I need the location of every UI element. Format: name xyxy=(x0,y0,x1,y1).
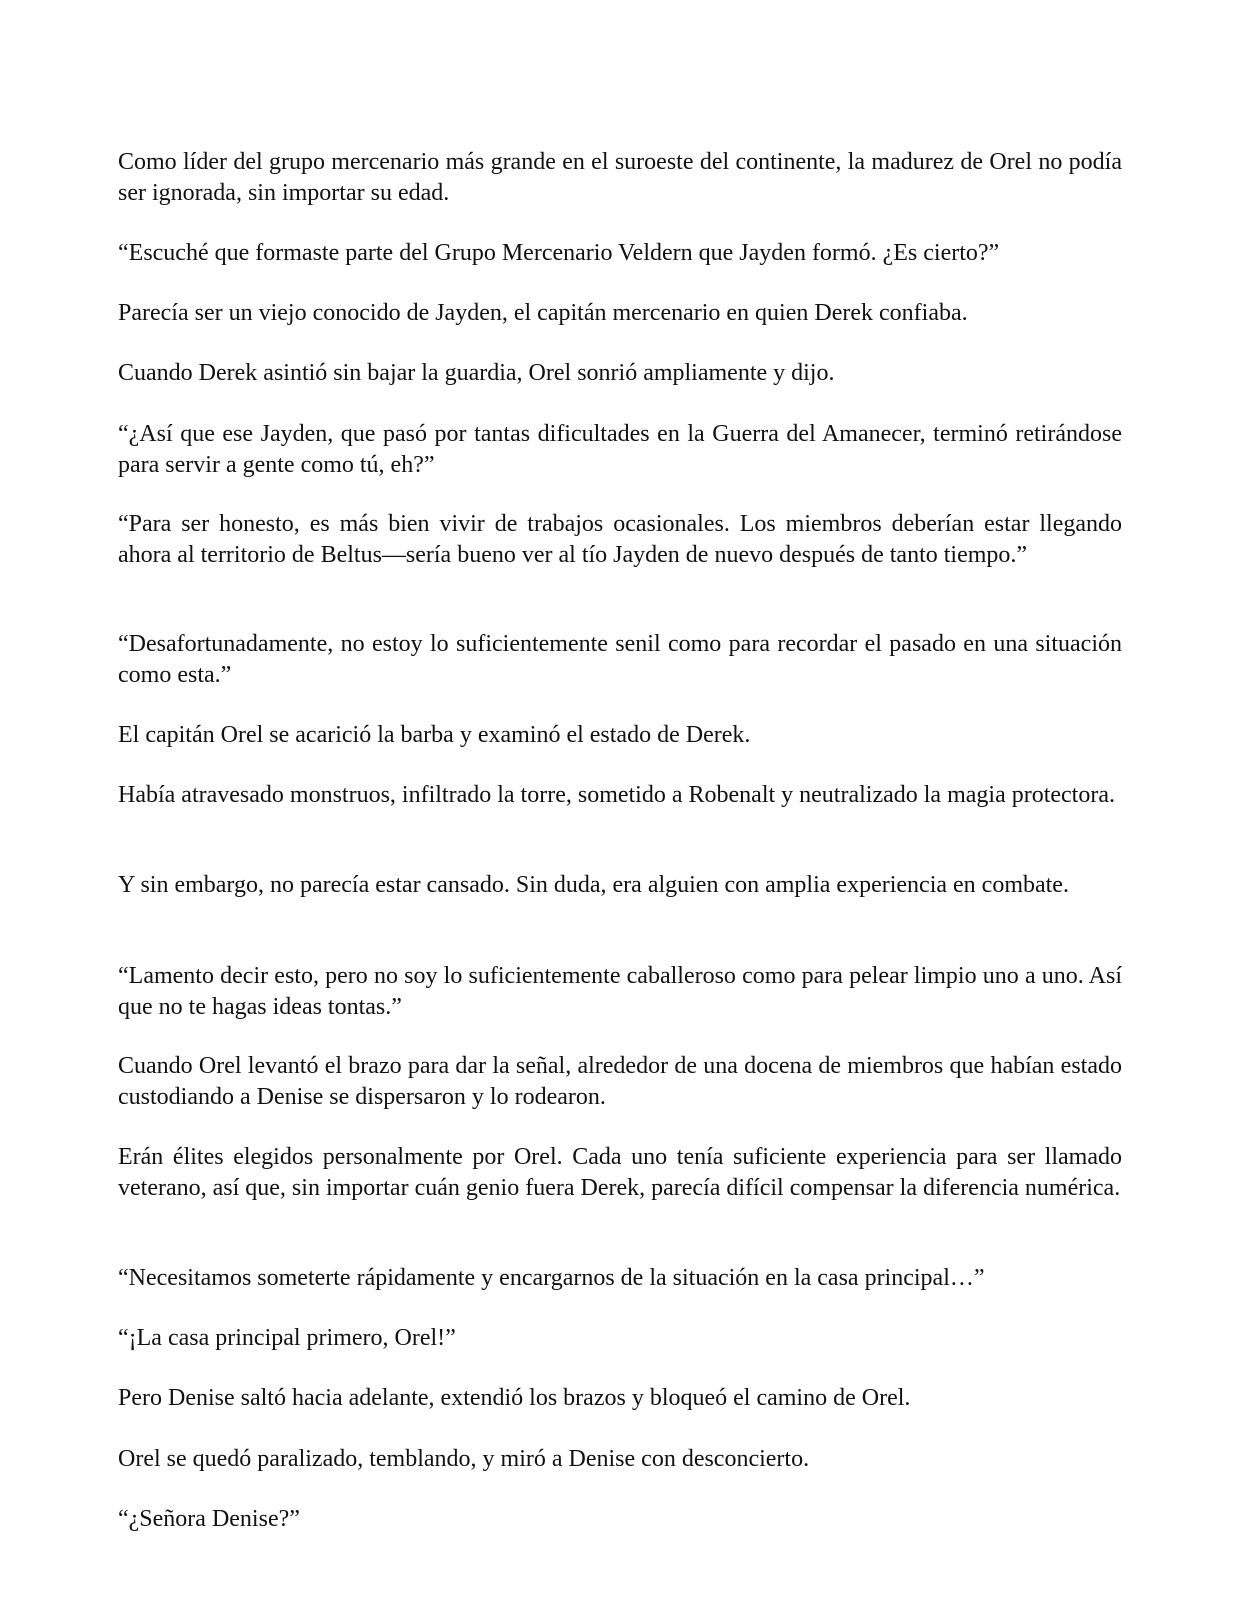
paragraph-1: Como líder del grupo mercenario más grande en el suroeste del continente, la madurez de Orel no podía ser ignorada, sin importar su edad. xyxy=(118,149,1122,206)
paragraph-18: “¿Señora Denise?” xyxy=(118,1506,300,1532)
paragraph-14: “Necesitamos someterte rápidamente y encargarnos de la situación en la casa principal…” xyxy=(118,1265,985,1291)
paragraph-12: Cuando Orel levantó el brazo para dar la señal, alrededor de una docena de miembros que habían estado custodiando a Denise se dispersaron y lo rodearon. xyxy=(118,1053,1122,1110)
paragraph-17: Orel se quedó paralizado, temblando, y miró a Denise con desconcierto. xyxy=(118,1446,810,1472)
paragraph-9: Había atravesado monstruos, infiltrado la torre, sometido a Robenalt y neutralizado la magia protectora. xyxy=(118,782,1115,808)
paragraph-7: “Desafortunadamente, no estoy lo suficientemente senil como para recordar el pasado en una situación como esta.” xyxy=(118,631,1122,688)
paragraph-15: “¡La casa principal primero, Orel!” xyxy=(118,1325,456,1351)
paragraph-6: “Para ser honesto, es más bien vivir de trabajos ocasionales. Los miembros deberían estar llegando ahora al territorio de Beltus—sería bueno ver al tío Jayden de nuevo después de tanto tiempo.” xyxy=(118,511,1122,568)
paragraph-16: Pero Denise saltó hacia adelante, extendió los brazos y bloqueó el camino de Orel. xyxy=(118,1385,911,1411)
paragraph-13: Erán élites elegidos personalmente por Orel. Cada uno tenía suficiente experiencia para ser llamado veterano, así que, sin importar cuán genio fuera Derek, parecía difícil compensar la diferencia numérica. xyxy=(118,1144,1122,1201)
paragraph-3: Parecía ser un viejo conocido de Jayden, el capitán mercenario en quien Derek confiaba. xyxy=(118,300,968,326)
paragraph-11: “Lamento decir esto, pero no soy lo suficientemente caballeroso como para pelear limpio uno a uno. Así que no te hagas ideas tontas.” xyxy=(118,963,1122,1020)
paragraph-2: “Escuché que formaste parte del Grupo Mercenario Veldern que Jayden formó. ¿Es cierto?” xyxy=(118,240,1000,266)
paragraph-10: Y sin embargo, no parecía estar cansado. Sin duda, era alguien con amplia experiencia en combate. xyxy=(118,872,1069,898)
paragraph-8: El capitán Orel se acarició la barba y examinó el estado de Derek. xyxy=(118,722,751,748)
paragraph-5: “¿Así que ese Jayden, que pasó por tantas dificultades en la Guerra del Amanecer, terminó retirándose para servir a gente como tú, eh?” xyxy=(118,421,1122,478)
paragraph-4: Cuando Derek asintió sin bajar la guardia, Orel sonrió ampliamente y dijo. xyxy=(118,360,835,386)
